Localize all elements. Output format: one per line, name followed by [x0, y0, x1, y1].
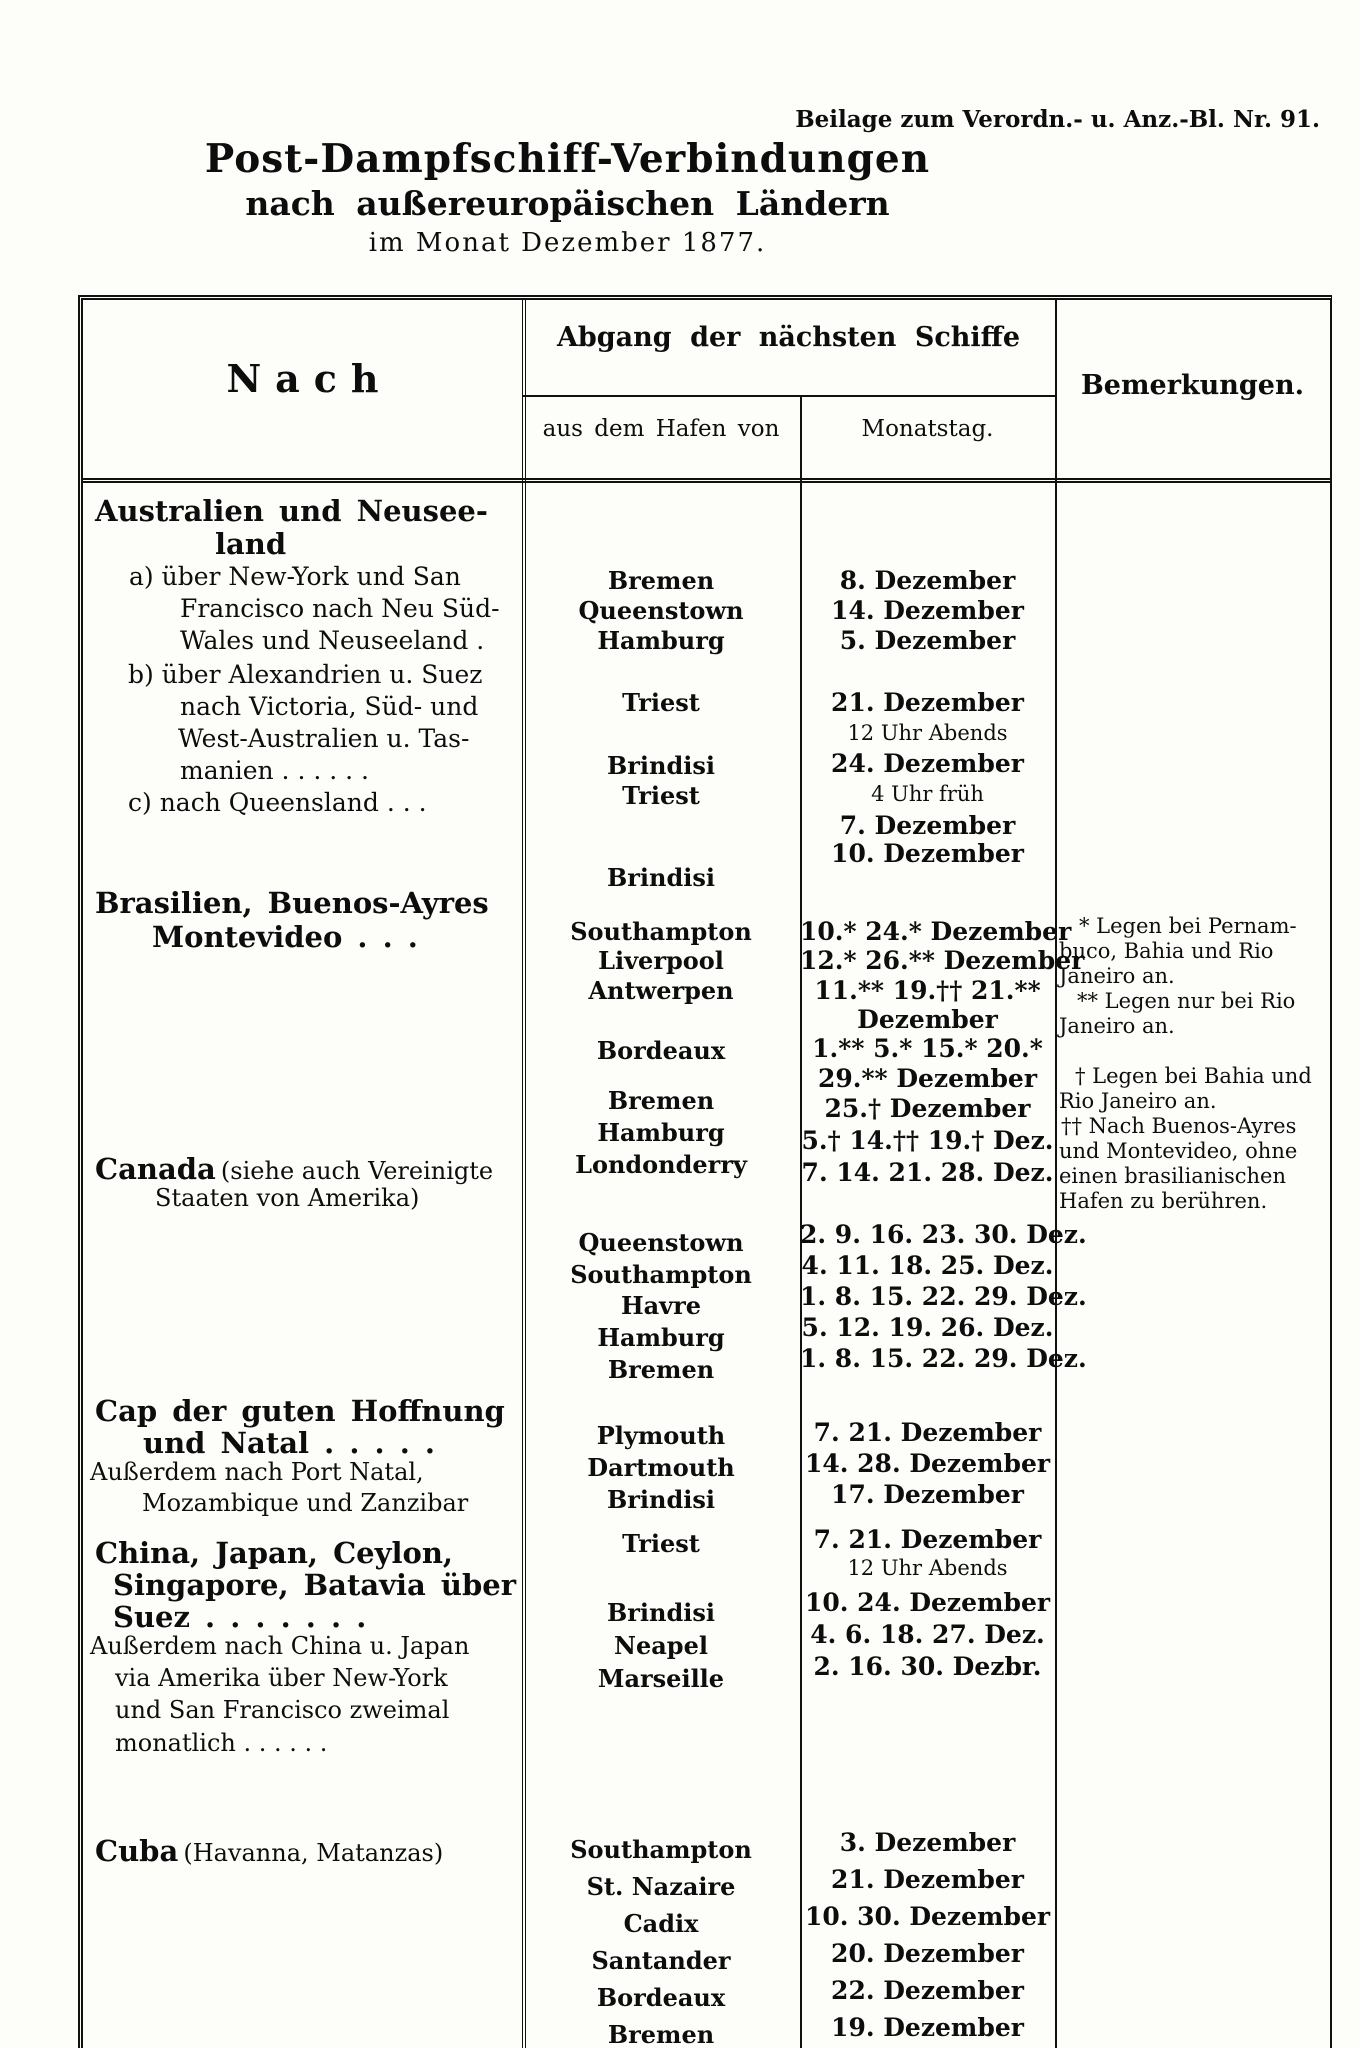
destination-line: Wales und Neuseeland .	[180, 626, 485, 655]
departure-date: Dezember	[857, 1005, 998, 1034]
port-name: Liverpool	[598, 946, 724, 975]
port-name: Bremen	[607, 1355, 715, 1384]
destination-line: monatlich . . . . . .	[115, 1729, 328, 1757]
steamship-table	[78, 295, 1332, 2048]
remark-line: Janeiro an.	[1059, 964, 1175, 988]
port-name: Bremen	[607, 2020, 715, 2048]
departure-date: 14. Dezember	[831, 596, 1024, 625]
port-name: Triest	[622, 688, 700, 717]
departure-date: 21. Dezember	[831, 688, 1024, 717]
destination-heading	[95, 1835, 443, 1868]
title-line-3: im Monat Dezember 1877.	[368, 228, 767, 258]
col-header-nach: Nach	[226, 356, 393, 401]
destination-line: b) über Alexandrien u. Suez	[128, 660, 483, 689]
departure-date: 1. 8. 15. 22. 29. Dez.	[800, 1344, 1087, 1373]
departure-time: 12 Uhr Abends	[847, 1556, 1008, 1580]
port-name: Southampton	[570, 917, 752, 946]
departure-date: 11.** 19.†† 21.**	[814, 976, 1041, 1005]
title-line-1: Post-Dampfschiff-Verbindungen	[204, 136, 931, 182]
corner-note: Beilage zum Verordn.- u. Anz.-Bl. Nr. 91.	[795, 106, 1320, 133]
departure-time: 4 Uhr früh	[871, 782, 984, 806]
title-line-2: nach außereuropäischen Ländern	[245, 184, 890, 223]
port-name: Plymouth	[596, 1421, 726, 1450]
destination-heading: Cap der guten Hoffnung	[95, 1394, 505, 1428]
port-name: Brindisi	[606, 751, 716, 780]
port-name: St. Nazaire	[586, 1872, 736, 1901]
destination-name: Canada	[95, 1152, 216, 1186]
remark-line: Janeiro an.	[1059, 1014, 1175, 1038]
port-name: Hamburg	[597, 626, 725, 655]
departure-date: 3. Dezember	[839, 1828, 1016, 1857]
departure-date: 7. Dezember	[839, 811, 1016, 840]
departure-date: 22. Dezember	[831, 1976, 1024, 2005]
destination-line: manien . . . . . .	[180, 756, 369, 785]
destination-heading: Australien und Neusee-	[95, 494, 488, 528]
remark-line: einen brasilianischen	[1059, 1164, 1287, 1188]
departure-date: 7. 21. Dezember	[813, 1418, 1042, 1447]
destination-line: Mozambique und Zanzibar	[142, 1489, 469, 1517]
remark-line: ** Legen nur bei Rio	[1077, 989, 1296, 1013]
table-header	[83, 300, 1330, 483]
destination-line: nach Victoria, Süd- und	[180, 692, 479, 721]
destination-line: Außerdem nach China u. Japan	[90, 1632, 470, 1660]
departure-time: 12 Uhr Abends	[847, 721, 1008, 745]
destination-line: a) über New-York und San	[129, 562, 461, 591]
remark-line: und Montevideo, ohne	[1059, 1139, 1298, 1163]
remark-line: * Legen bei Pernam-	[1079, 914, 1297, 938]
departure-date: 17. Dezember	[831, 1480, 1024, 1509]
destination-heading: Brasilien, Buenos-Ayres	[95, 886, 489, 920]
destination-line: via Amerika über New-York	[115, 1664, 448, 1692]
remark-line: Rio Janeiro an.	[1059, 1089, 1217, 1113]
port-name: Bremen	[607, 1086, 715, 1115]
port-name: Antwerpen	[588, 976, 734, 1005]
departure-date: 7. 21. Dezember	[813, 1525, 1042, 1554]
destination-heading: Singapore, Batavia über	[113, 1568, 516, 1602]
remark-line: Hafen zu berühren.	[1059, 1189, 1268, 1213]
port-name: Brindisi	[606, 1485, 716, 1514]
departure-date: 20. Dezember	[831, 1939, 1024, 1968]
departure-date: 5. Dezember	[839, 626, 1016, 655]
col-header-bemerkungen: Bemerkungen.	[1080, 370, 1305, 401]
port-name: Queenstown	[578, 1228, 744, 1257]
remark-line: †† Nach Buenos-Ayres	[1061, 1114, 1297, 1138]
port-name: Bordeaux	[596, 1036, 726, 1065]
departure-date: 14. 28. Dezember	[804, 1449, 1051, 1478]
port-name: Queenstown	[578, 596, 744, 625]
port-name: Havre	[620, 1291, 702, 1320]
departure-date: 12.* 26.** Dezember	[800, 946, 1085, 975]
departure-date: 5. 12. 19. 26. Dez.	[801, 1313, 1054, 1342]
port-name: Triest	[622, 1529, 700, 1558]
port-name: Cadix	[623, 1909, 699, 1938]
port-name: Dartmouth	[587, 1453, 735, 1482]
destination-heading: China, Japan, Ceylon,	[95, 1536, 454, 1570]
departure-date: 21. Dezember	[831, 1865, 1024, 1894]
departure-date: 25.† Dezember	[824, 1094, 1031, 1123]
col-header-monatstag: Monatstag.	[861, 416, 994, 442]
port-name: Bremen	[607, 566, 715, 595]
departure-date: 2. 9. 16. 23. 30. Dez.	[800, 1220, 1087, 1249]
destination-heading: land	[215, 527, 287, 561]
destination-line: West-Australien u. Tas-	[178, 724, 470, 753]
col-header-hafen: aus dem Hafen von	[542, 416, 780, 442]
departure-date: 10. Dezember	[831, 839, 1024, 868]
port-name: Santander	[591, 1946, 731, 1975]
remark-line: buco, Bahia und Rio	[1059, 939, 1274, 963]
departure-date: 10. 30. Dezember	[804, 1902, 1051, 1931]
departure-date: 10. 24. Dezember	[804, 1588, 1051, 1617]
destination-note: (siehe auch Vereinigte	[220, 1157, 494, 1185]
port-name: Hamburg	[597, 1323, 725, 1352]
destination-heading: und Natal . . . . .	[143, 1426, 436, 1460]
port-name: Bordeaux	[596, 1983, 726, 2012]
destination-line: Staaten von Amerika)	[155, 1184, 420, 1212]
remark-line: † Legen bei Bahia und	[1075, 1064, 1312, 1088]
port-name: Marseille	[597, 1664, 725, 1693]
destination-note: (Havanna, Matanzas)	[183, 1839, 444, 1867]
departure-date: 1.** 5.* 15.* 20.*	[812, 1034, 1043, 1063]
port-name: Brindisi	[606, 1598, 716, 1627]
departure-date: 4. 6. 18. 27. Dez.	[810, 1620, 1045, 1649]
departure-date: 29.** Dezember	[817, 1064, 1038, 1093]
departure-date: 2. 16. 30. Dezbr.	[813, 1652, 1042, 1681]
port-name: Neapel	[614, 1631, 708, 1660]
destination-line: Außerdem nach Port Natal,	[90, 1458, 424, 1486]
destination-heading	[95, 1153, 493, 1186]
destination-line: c) nach Queensland . . .	[128, 788, 427, 817]
destination-heading: Montevideo . . .	[152, 920, 418, 954]
col-header-abgang: Abgang der nächsten Schiffe	[556, 322, 1021, 353]
destination-name: Cuba	[95, 1834, 179, 1868]
departure-date: 24. Dezember	[831, 749, 1024, 778]
destination-line: Francisco nach Neu Süd-	[180, 594, 500, 623]
port-name: Brindisi	[606, 863, 716, 892]
destination-line: und San Francisco zweimal	[115, 1696, 450, 1724]
departure-date: 19. Dezember	[831, 2013, 1024, 2042]
header-sub-rule	[522, 395, 1055, 397]
port-name: Southampton	[570, 1835, 752, 1864]
table-body	[83, 483, 1330, 2048]
port-name: Londonderry	[575, 1150, 747, 1179]
departure-date: 10.* 24.* Dezember	[800, 917, 1072, 946]
port-name: Triest	[622, 781, 700, 810]
departure-date: 4. 11. 18. 25. Dez.	[801, 1251, 1054, 1280]
destination-heading: Suez . . . . . . .	[113, 1600, 367, 1634]
departure-date: 1. 8. 15. 22. 29. Dez.	[800, 1282, 1087, 1311]
departure-date: 7. 14. 21. 28. Dez.	[801, 1158, 1054, 1187]
departure-date: 8. Dezember	[839, 566, 1016, 595]
port-name: Southampton	[570, 1260, 752, 1289]
departure-date: 5.† 14.†† 19.† Dez.	[801, 1126, 1054, 1155]
port-name: Hamburg	[597, 1118, 725, 1147]
